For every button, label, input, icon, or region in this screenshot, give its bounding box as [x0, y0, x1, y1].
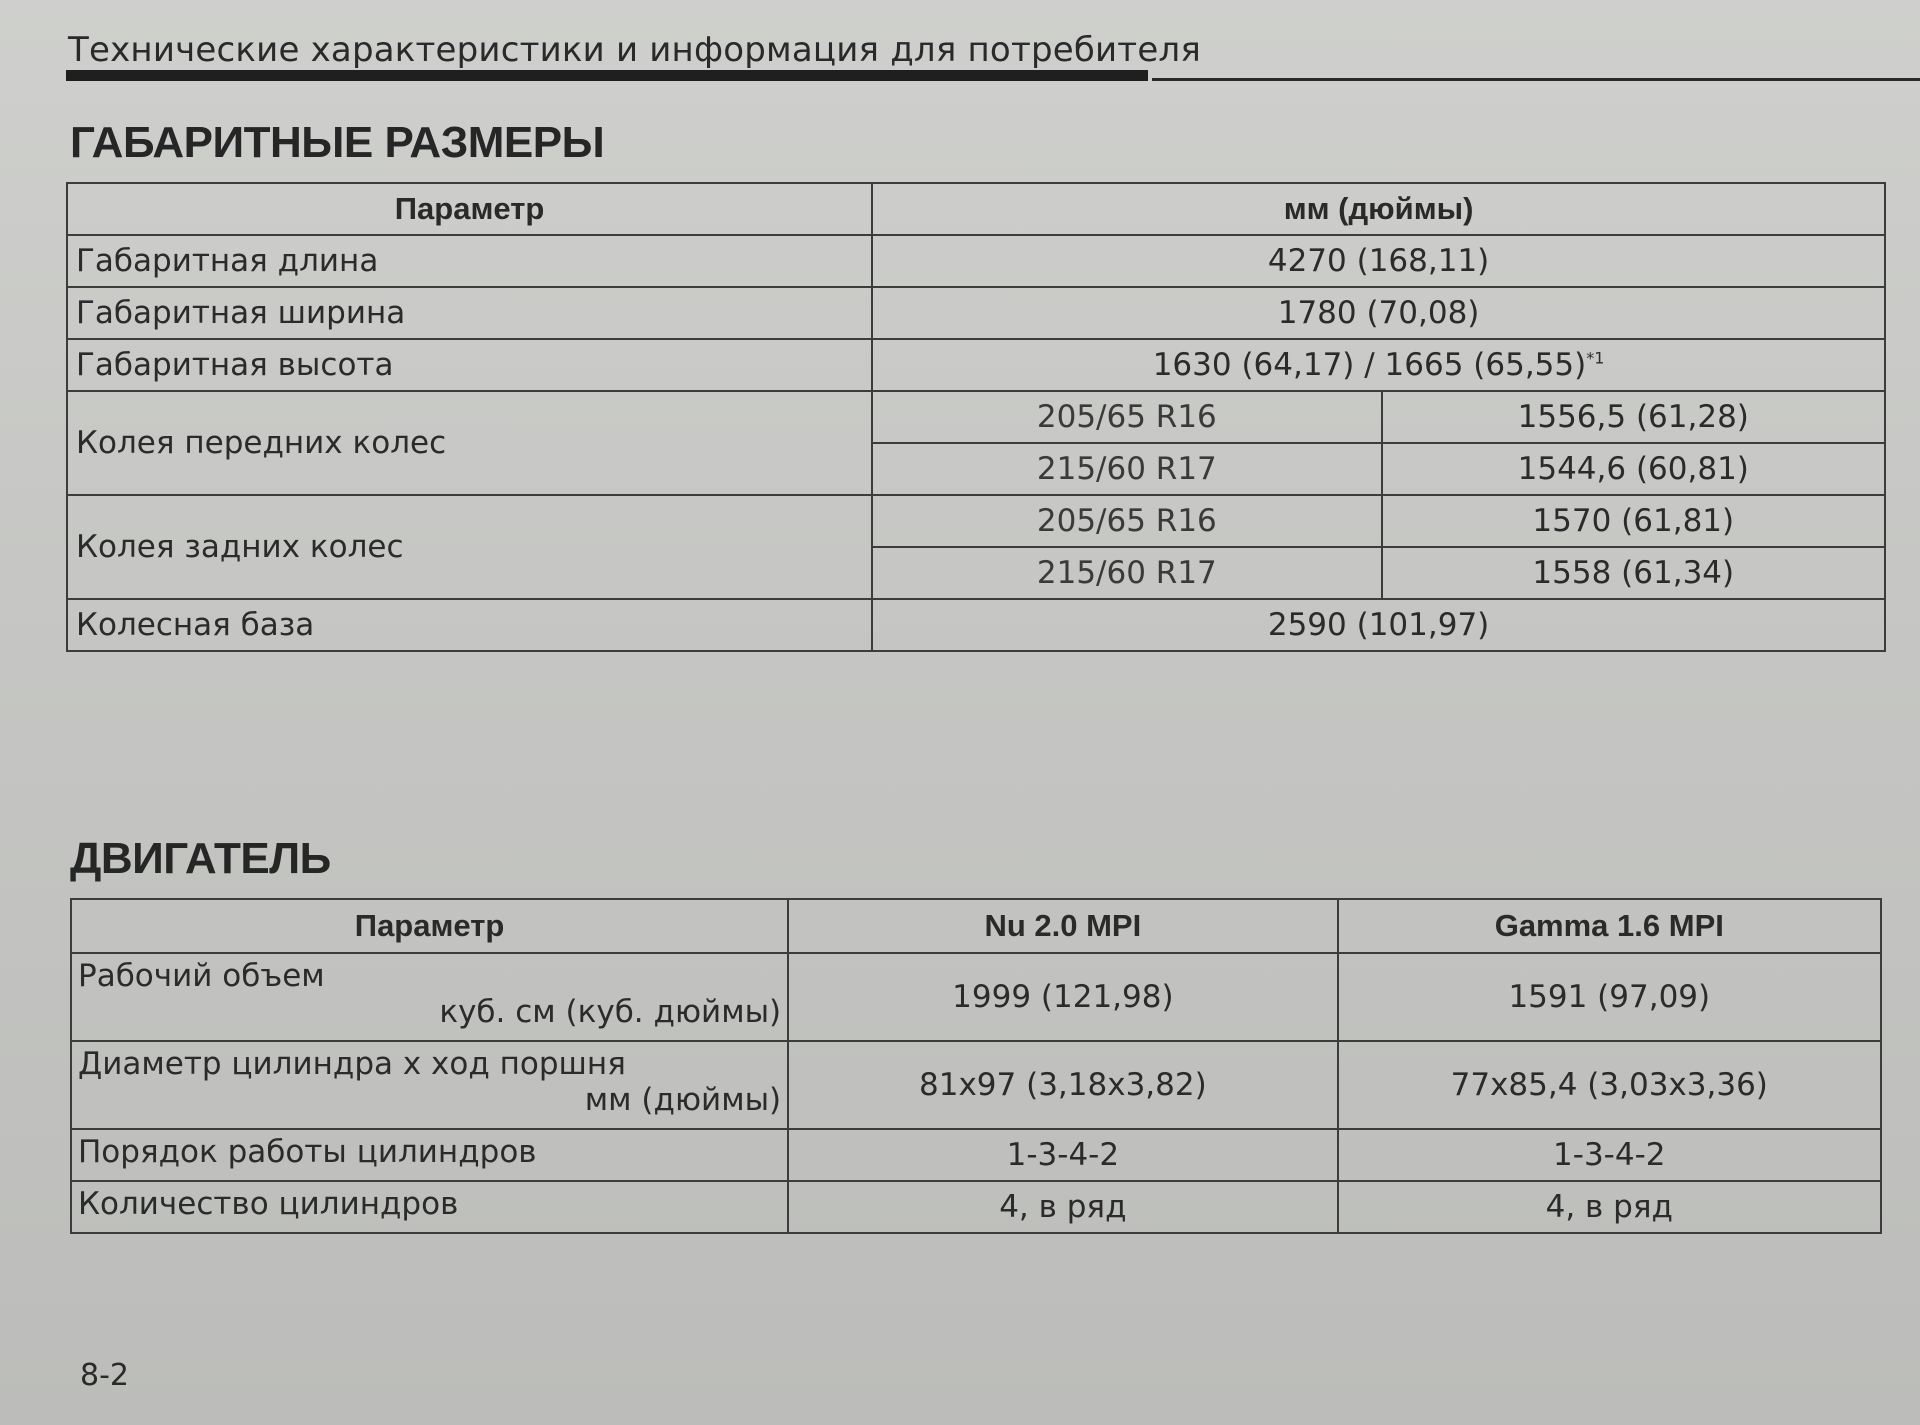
unit-label: куб. см (куб. дюймы): [439, 994, 782, 1030]
engine-section-title: ДВИГАТЕЛЬ: [70, 834, 331, 883]
tire-size: 205/65 R16: [872, 495, 1381, 547]
column-header-parameter: Параметр: [67, 183, 872, 235]
row-label-displacement: Рабочий объем: [78, 958, 325, 994]
row-label-cylinders: Количество цилиндров: [71, 1181, 788, 1233]
value-displacement-gamma: 1591 (97,09): [1338, 953, 1881, 1041]
value-wheelbase: 2590 (101,97): [872, 599, 1885, 651]
table-row: [71, 1129, 1881, 1181]
value-cylinders-nu: 4, в ряд: [788, 1181, 1337, 1233]
value-height: 1630 (64,17) / 1665 (65,55): [1152, 347, 1587, 383]
value-rear-track: 1570 (61,81): [1382, 495, 1885, 547]
value-rear-track: 1558 (61,34): [1382, 547, 1885, 599]
table-row: [71, 953, 1881, 1041]
tire-size: 215/60 R17: [872, 547, 1381, 599]
dimensions-section-title: ГАБАРИТНЫЕ РАЗМЕРЫ: [70, 118, 605, 167]
table-row: [67, 339, 1885, 391]
table-header-row: [67, 183, 1885, 235]
table-row: [67, 599, 1885, 651]
table-row: [67, 287, 1885, 339]
page-number: 8-2: [80, 1358, 129, 1393]
value-cylinders-gamma: 4, в ряд: [1338, 1181, 1881, 1233]
row-label-width: Габаритная ширина: [67, 287, 872, 339]
row-label-displacement-cell: [71, 953, 788, 1041]
row-label-bore: Диаметр цилиндра х ход поршня: [78, 1046, 626, 1082]
value-front-track: 1556,5 (61,28): [1382, 391, 1885, 443]
dimensions-table: [66, 182, 1886, 652]
row-label-front-track: Колея передних колес: [67, 391, 872, 495]
table-row: [71, 1181, 1881, 1233]
column-header-unit: мм (дюймы): [872, 183, 1885, 235]
page-header-title: Технические характеристики и информация для потребителя: [68, 30, 1202, 70]
value-displacement-nu: 1999 (121,98): [788, 953, 1337, 1041]
header-rule: [1152, 78, 1920, 81]
value-width: 1780 (70,08): [872, 287, 1885, 339]
table-header-row: [71, 899, 1881, 953]
row-label-length: Габаритная длина: [67, 235, 872, 287]
value-bore-nu: 81x97 (3,18x3,82): [788, 1041, 1337, 1129]
tire-size: 205/65 R16: [872, 391, 1381, 443]
table-row: [67, 235, 1885, 287]
column-header-parameter: Параметр: [71, 899, 788, 953]
row-label-firing-order: Порядок работы цилиндров: [71, 1129, 788, 1181]
table-row: [71, 1041, 1881, 1129]
row-label-wheelbase: Колесная база: [67, 599, 872, 651]
table-row: [67, 391, 1885, 443]
header-bar: [66, 70, 1148, 81]
value-front-track: 1544,6 (60,81): [1382, 443, 1885, 495]
value-firing-nu: 1-3-4-2: [788, 1129, 1337, 1181]
value-firing-gamma: 1-3-4-2: [1338, 1129, 1881, 1181]
column-header-engine-nu: Nu 2.0 MPI: [788, 899, 1337, 953]
table-row: [67, 495, 1885, 547]
row-label-height: Габаритная высота: [67, 339, 872, 391]
column-header-engine-gamma: Gamma 1.6 MPI: [1338, 899, 1881, 953]
unit-label: мм (дюймы): [584, 1082, 782, 1118]
value-bore-gamma: 77x85,4 (3,03x3,36): [1338, 1041, 1881, 1129]
row-label-rear-track: Колея задних колес: [67, 495, 872, 599]
footnote-marker: *1: [1586, 348, 1605, 368]
row-label-bore-cell: [71, 1041, 788, 1129]
engine-table: [70, 898, 1882, 1234]
value-height-cell: [872, 339, 1885, 391]
tire-size: 215/60 R17: [872, 443, 1381, 495]
value-length: 4270 (168,11): [872, 235, 1885, 287]
